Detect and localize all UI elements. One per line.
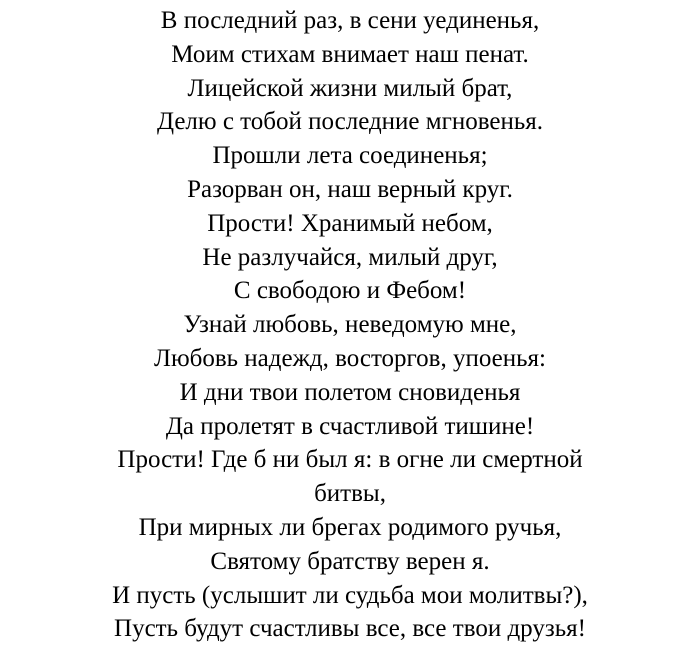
poem-line: Разорван он, наш верный круг. [187,175,513,203]
poem-line: И пусть (услышит ли судьба мои молитвы?), [112,581,588,609]
poem-line: И дни твои полетом сновиденья [179,378,521,406]
poem-line: В последний раз, в сени уединенья, [160,7,540,34]
poem-line: Лицейской жизни милый брат, [187,74,513,102]
poem-text [0,4,700,646]
poem-line: Прости! Где б ни был я: в огне ли смертной [117,446,583,474]
poem-line: битвы, [314,480,386,508]
poem-line: С свободою и Фебом! [233,277,467,305]
poem-line: Делю с тобой последние мгновенья. [156,108,544,136]
poem-line: Узнай любовь, неведомую мне, [183,311,517,339]
poem-line: Прости! Хранимый небом, [207,209,493,237]
poem-line: Пусть будут счастливы все, все твои друзья! [114,615,586,643]
poem-line: Любовь надежд, восторгов, упоенья: [154,344,546,372]
poem-line: Да пролетят в счастливой тишине! [165,412,535,440]
poem-line: Прошли лета соединенья; [212,142,488,170]
poem-line: Моим стихам внимает наш пенат. [171,40,529,68]
poem-line: Святому братству верен я. [210,547,490,575]
poem-line: При мирных ли брегах родимого ручья, [138,513,562,541]
poem-line: Не разлучайся, милый друг, [202,243,498,271]
